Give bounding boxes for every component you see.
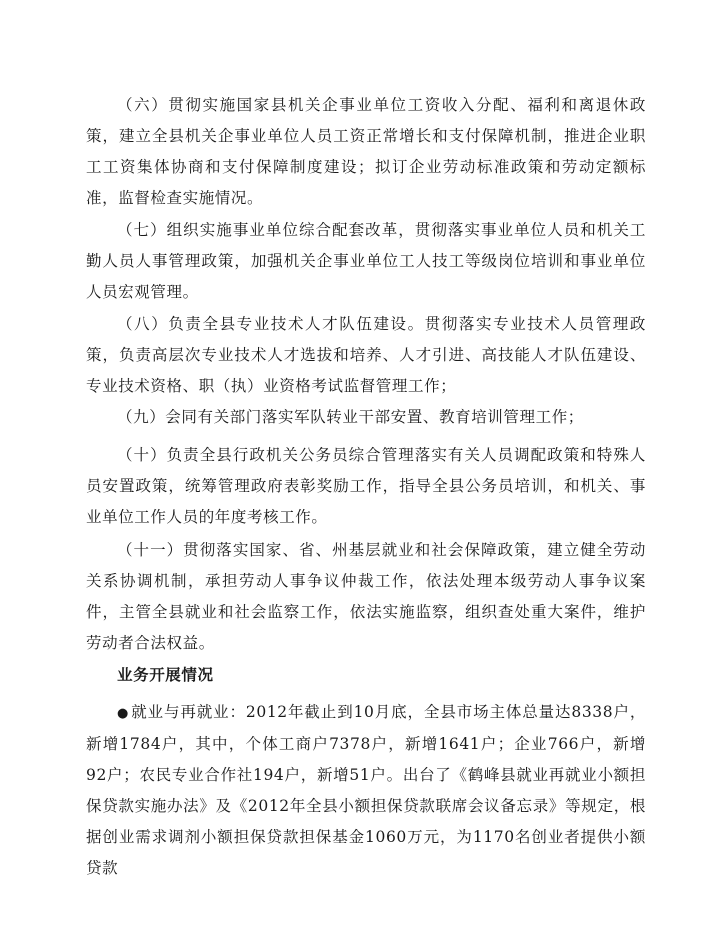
bullet-paragraph-text: 就业与再就业：2012年截止到10月底，全县市场主体总量达8338户，新增1784户，其中，个体工商户7378户，新增1641户；企业766户，新增92户；农民专业合作社194户，新增51户。出台了《鹤峰县就业再就业小额担保贷款实施办法》及《2012年全县小额担保贷款联席会议备忘录》等规定，根据创业需求调剂小额担保贷款担保基金1060万元，为1170名创业者提供小额贷款 — [86, 703, 646, 877]
paragraph-8: （八）负责全县专业技术人才队伍建设。贯彻落实专业技术人员管理政策，负责高层次专业技术人才选拔和培养、人才引进、高技能人才队伍建设、专业技术资格、职（执）业资格考试监督管理工作； — [86, 315, 646, 395]
paragraph-9: （九）会同有关部门落实军队转业干部安置、教育培训管理工作； — [117, 408, 584, 426]
bullet-paragraph — [86, 697, 646, 884]
paragraph-6: （六）贯彻实施国家县机关企事业单位工资收入分配、福利和离退休政策，建立全县机关企事业单位人员工资正常增长和支付保障机制，推进企业职工工资集体协商和支付保障制度建设；拟订企业劳动标准政策和劳动定额标准，监督检查实施情况。 — [86, 96, 646, 207]
paragraph-10: （十）负责全县行政机关公务员综合管理落实有关人员调配政策和特殊人员安置政策，统筹管理政府表彰奖励工作，指导全县公务员培训，和机关、事业单位工作人员的年度考核工作。 — [86, 446, 646, 526]
paragraph-7: （七）组织实施事业单位综合配套改革，贯彻落实事业单位人员和机关工勤人员人事管理政策，加强机关企事业单位工人技工等级岗位培训和事业单位人员宏观管理。 — [86, 221, 646, 301]
bullet-icon: ● — [117, 706, 130, 721]
paragraph-11: （十一）贯彻落实国家、省、州基层就业和社会保障政策，建立健全劳动关系协调机制，承担劳动人事争议仲裁工作，依法处理本级劳动人事争议案件，主管全县就业和社会监察工作，依法实施监察，组织查处重大案件，维护劳动者合法权益。 — [86, 541, 646, 652]
section-heading: 业务开展情况 — [117, 665, 214, 684]
